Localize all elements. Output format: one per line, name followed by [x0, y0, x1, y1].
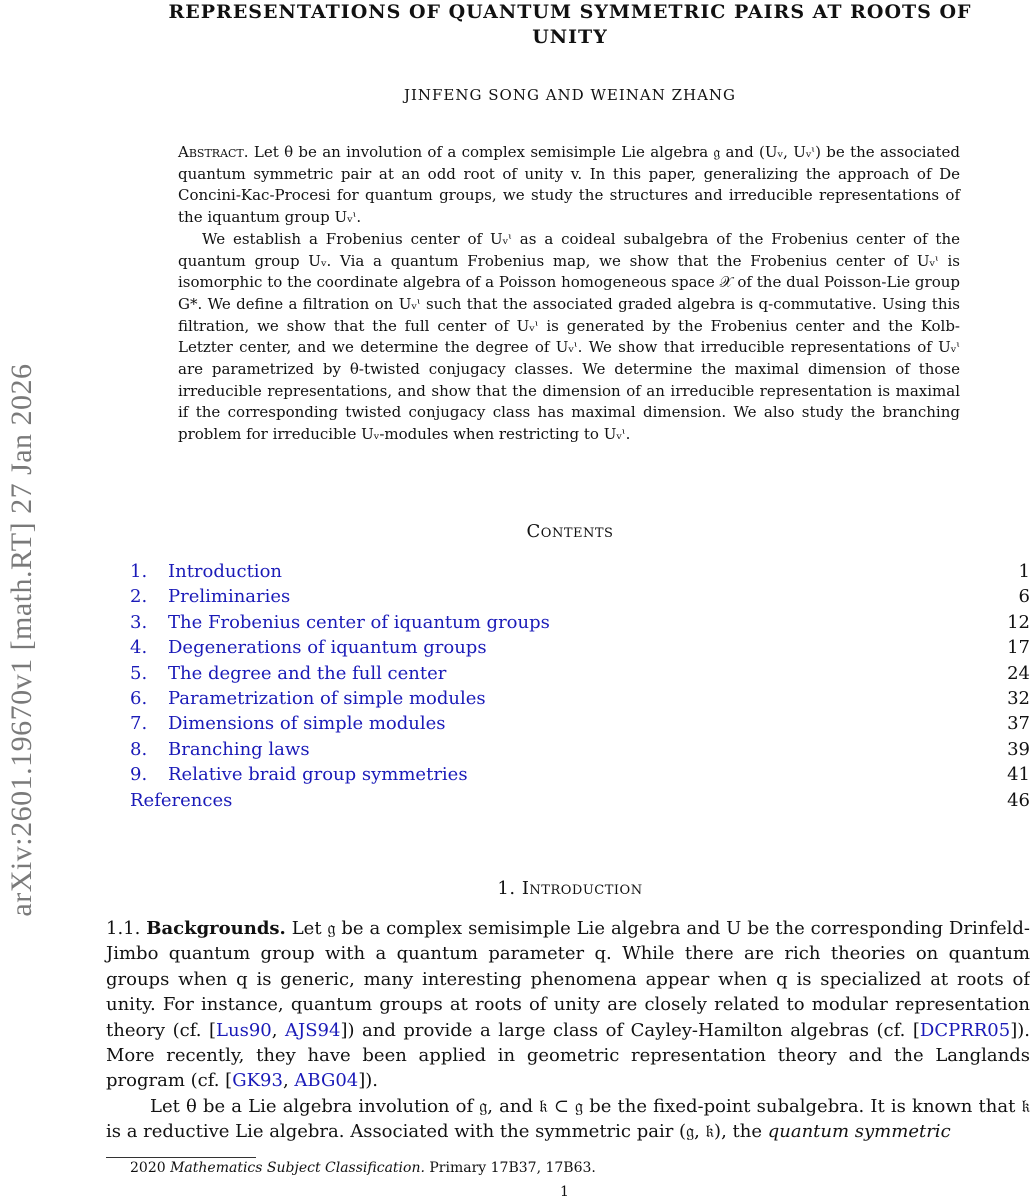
- section-number: 1.: [497, 878, 516, 899]
- citation-link[interactable]: ABG04: [294, 1070, 359, 1092]
- toc-item-braid-group[interactable]: [130, 762, 1030, 787]
- text-run: ]). More recently, they have been applied in geometric representation theory and the Langlands program (cf. [: [106, 1019, 1030, 1092]
- toc-page: 1: [1018, 561, 1030, 582]
- toc-link[interactable]: Preliminaries: [168, 586, 291, 608]
- toc-item-preliminaries[interactable]: [130, 584, 1030, 609]
- toc-number: 8.: [130, 738, 148, 760]
- title-line-1: REPRESENTATIONS OF QUANTUM SYMMETRIC PAIRS AT ROOTS OF: [168, 1, 972, 23]
- text-run: Let 𝔤 be a complex semisimple Lie algebra and U be the corresponding Drinfeld-Jimbo quantum group with a quantum parameter q. While there are rich theories on quantum groups when q is generic, many interesting phenomena appear when q is specialized at roots of unity. For instance, quantum groups at roots of unity are closely related to modular representation theory (cf. [: [106, 918, 1030, 1041]
- toc-number: 9.: [130, 764, 148, 786]
- toc-page: 39: [1007, 738, 1030, 760]
- subsection-number: 1.1.: [106, 918, 147, 939]
- toc-link[interactable]: The Frobenius center of iquantum groups: [168, 611, 550, 633]
- abstract-paragraph-1: [178, 142, 960, 229]
- table-of-contents: [130, 559, 1030, 813]
- arxiv-identifier: arXiv:2601.19670v1 [math.RT] 27 Jan 2026: [5, 363, 38, 917]
- toc-link[interactable]: Introduction: [168, 561, 282, 582]
- paper-title: [120, 0, 1020, 50]
- citation-link[interactable]: AJS94: [284, 1019, 341, 1041]
- toc-number: 1.: [130, 561, 148, 582]
- section-heading: [120, 878, 1020, 899]
- toc-page: 12: [1007, 611, 1030, 633]
- toc-page: 24: [1007, 662, 1030, 684]
- body-text: [106, 916, 1030, 1145]
- toc-number: 6.: [130, 687, 148, 709]
- abstract-label: Abstract.: [178, 143, 249, 161]
- body-paragraph-2: [106, 1094, 1030, 1145]
- toc-link[interactable]: References: [130, 789, 233, 811]
- toc-number: 2.: [130, 586, 148, 608]
- contents-heading: Contents: [526, 521, 614, 542]
- toc-page: 17: [1007, 637, 1030, 659]
- text-run: ,: [282, 1070, 295, 1092]
- toc-page: 37: [1007, 713, 1030, 735]
- toc-item-parametrization[interactable]: [130, 686, 1030, 711]
- toc-number: 3.: [130, 611, 148, 633]
- toc-link[interactable]: The degree and the full center: [168, 662, 447, 684]
- toc-number: 7.: [130, 713, 148, 735]
- toc-item-degenerations[interactable]: [130, 635, 1030, 660]
- toc-link[interactable]: Degenerations of iquantum groups: [168, 637, 487, 659]
- footnote-emphasis: Mathematics Subject Classification.: [170, 1160, 425, 1176]
- text-run: ,: [271, 1019, 285, 1041]
- toc-item-introduction[interactable]: [130, 559, 1030, 584]
- arxiv-sidebar: [0, 0, 50, 1200]
- toc-page: 32: [1007, 687, 1030, 709]
- title-line-2: UNITY: [532, 26, 608, 48]
- abstract: [178, 142, 960, 446]
- page-number: 1: [560, 1184, 569, 1200]
- toc-link[interactable]: Branching laws: [168, 738, 310, 760]
- toc-link[interactable]: Relative braid group symmetries: [168, 764, 468, 786]
- toc-item-dimensions[interactable]: [130, 711, 1030, 736]
- body-paragraph-1: [106, 916, 1030, 1094]
- abstract-text-1: Let θ be an involution of a complex semisimple Lie algebra 𝔤 and (Uᵥ, Uᵥᶥ) be the associated quantum symmetric pair at an odd root of unity v. In this paper, generalizing the approach of De Concini-Kac-Procesi for quantum groups, we study the structures and irreducible representations of the iquantum group Uᵥᶥ.: [178, 143, 960, 227]
- subsection-title: Backgrounds.: [146, 918, 286, 939]
- toc-link[interactable]: Dimensions of simple modules: [168, 713, 446, 735]
- toc-link[interactable]: Parametrization of simple modules: [168, 687, 486, 709]
- footnote-text: Primary 17B37, 17B63.: [424, 1160, 596, 1176]
- footnote: [130, 1160, 596, 1176]
- toc-item-branching-laws[interactable]: [130, 737, 1030, 762]
- toc-item-frobenius-center[interactable]: [130, 610, 1030, 635]
- citation-link[interactable]: DCPRR05: [919, 1019, 1011, 1041]
- toc-number: 5.: [130, 662, 148, 684]
- emphasis: quantum symmetric: [767, 1121, 951, 1143]
- footnote-rule: [106, 1157, 256, 1158]
- citation-link[interactable]: GK93: [232, 1070, 283, 1092]
- toc-page: 6: [1018, 586, 1030, 608]
- toc-page: 41: [1007, 764, 1030, 786]
- citation-link[interactable]: Lus90: [216, 1019, 272, 1041]
- toc-item-references[interactable]: [130, 788, 1030, 813]
- toc-page: 46: [1007, 789, 1030, 811]
- toc-item-degree-full-center[interactable]: [130, 661, 1030, 686]
- toc-number: 4.: [130, 637, 148, 659]
- abstract-paragraph-2: We establish a Frobenius center of Uᵥᶥ as a coideal subalgebra of the Frobenius center of the quantum group Uᵥ. Via a quantum Frobenius map, we show that the Frobenius center of Uᵥᶥ is isomorphic to the coordinate algebra of a Poisson homogeneous space 𝒳 of the dual Poisson-Lie group G*. We define a filtration on Uᵥᶥ such that the associated graded algebra is q-commutative. Using this filtration, we show that the full center of Uᵥᶥ is generated by the Frobenius center and the Kolb-Letzter center, and we determine the degree of Uᵥᶥ. We show that irreducible representations of Uᵥᶥ are parametrized by θ-twisted conjugacy classes. We determine the maximal dimension of those irreducible representations, and show that the dimension of an irreducible representation is maximal if the corresponding twisted conjugacy class has maximal dimension. We also study the branching problem for irreducible Uᵥ-modules when restricting to Uᵥᶥ.: [178, 229, 960, 444]
- footnote-year: 2020: [130, 1160, 171, 1176]
- text-run: ]).: [358, 1070, 379, 1092]
- text-run: ]) and provide a large class of Cayley-Hamilton algebras (cf. [: [340, 1019, 920, 1041]
- section-title: Introduction: [521, 878, 643, 899]
- authors: JINFENG SONG AND WEINAN ZHANG: [403, 86, 737, 104]
- text-run: Let θ be a Lie algebra involution of 𝔤, and 𝔨 ⊂ 𝔤 be the fixed-point subalgebra. It is known that 𝔨 is a reductive Lie algebra. Associated with the symmetric pair (𝔤, 𝔨), the: [106, 1095, 1030, 1143]
